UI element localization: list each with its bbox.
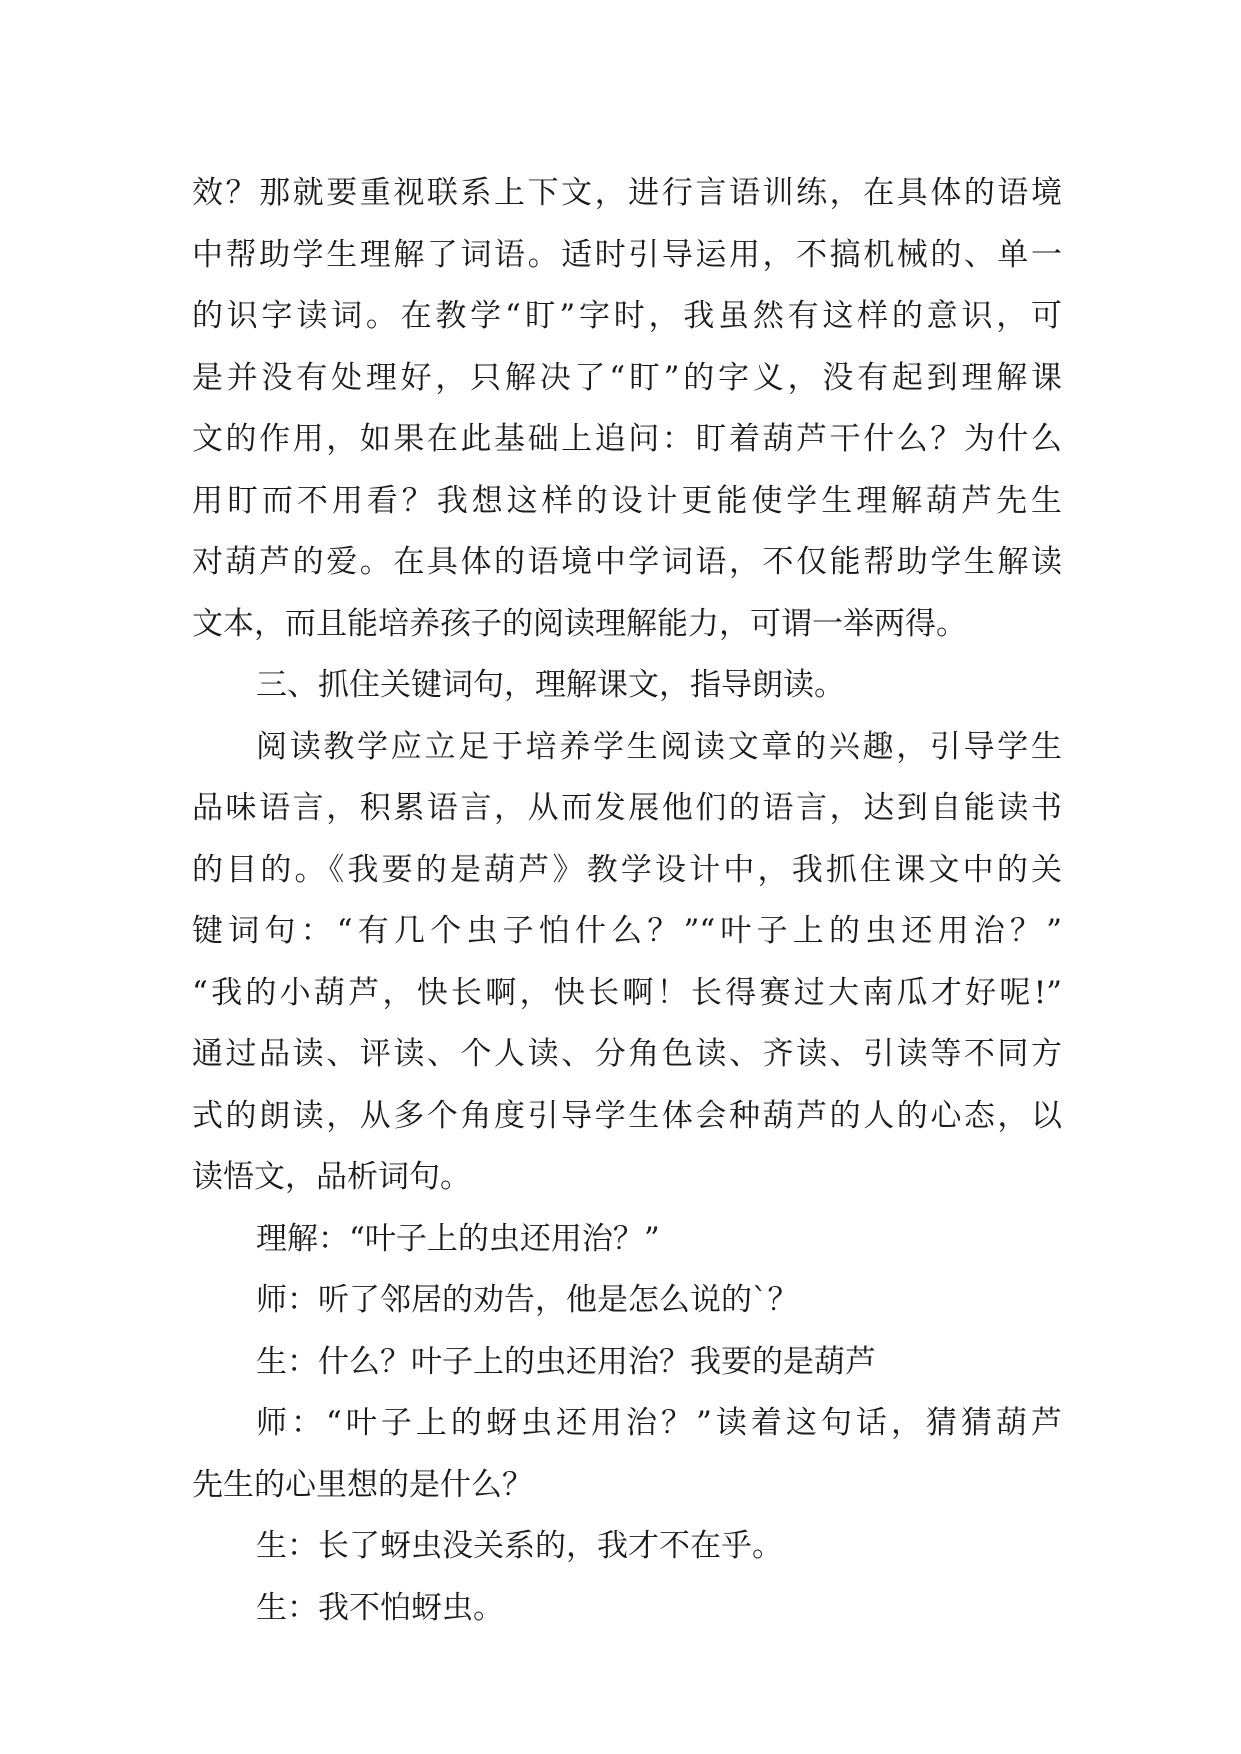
text-line: 的识字读词。在教学“盯”字时，我虽然有这样的意识，可 (192, 298, 1062, 334)
text-line: 是并没有处理好，只解决了“盯”的字义，没有起到理解课 (192, 359, 1062, 396)
text-line: 键词句：“有几个虫子怕什么？”“叶子上的虫还用治？” (192, 913, 1062, 949)
text-line: 用盯而不用看？我想这样的设计更能使学生理解葫芦先生 (192, 482, 1062, 519)
text-line: 生：我不怕蚜虫。 (256, 1589, 504, 1626)
text-line: 三、抓住关键词句，理解课文，指导朗读。 (256, 667, 845, 703)
text-line: 通过品读、评读、个人读、分角色读、齐读、引读等不同方 (192, 1036, 1062, 1072)
text-line: 式的朗读，从多个角度引导学生体会种葫芦的人的心态，以 (192, 1097, 1062, 1134)
document-body (192, 163, 1062, 1639)
text-line: 效？那就要重视联系上下文，进行言语训练，在具体的语境 (192, 175, 1062, 211)
text-line: 中帮助学生理解了词语。适时引导运用，不搞机械的、单一 (192, 236, 1062, 273)
text-line: 品味语言，积累语言，从而发展他们的语言，达到自能读书 (192, 790, 1062, 826)
text-line: 阅读教学应立足于培养学生阅读文章的兴趣，引导学生 (256, 728, 1062, 765)
text-line: 文本，而且能培养孩子的阅读理解能力，可谓一举两得。 (192, 605, 967, 642)
text-line: 师：“叶子上的蚜虫还用治？”读着这句话，猜猜葫芦 (256, 1405, 1062, 1441)
text-line: 读悟文，品析词句。 (192, 1159, 471, 1195)
text-line: 理解：“叶子上的虫还用治？” (256, 1220, 660, 1257)
text-line: 对葫芦的爱。在具体的语境中学词语，不仅能帮助学生解读 (192, 544, 1062, 580)
text-line: 师：听了邻居的劝告，他是怎么说的`？ (256, 1282, 799, 1318)
text-line: 文的作用，如果在此基础上追问：盯着葫芦干什么？为什么 (192, 421, 1062, 457)
text-line: “我的小葫芦，快长啊，快长啊！长得赛过大南瓜才好呢!” (192, 974, 1062, 1011)
text-line: 生：长了蚜虫没关系的，我才不在乎。 (256, 1528, 783, 1564)
text-line: 生：什么？叶子上的虫还用治？我要的是葫芦 (256, 1343, 876, 1380)
text-line: 先生的心里想的是什么？ (192, 1466, 533, 1503)
text-line: 的目的。《我要的是葫芦》教学设计中，我抓住课文中的关 (192, 851, 1062, 888)
